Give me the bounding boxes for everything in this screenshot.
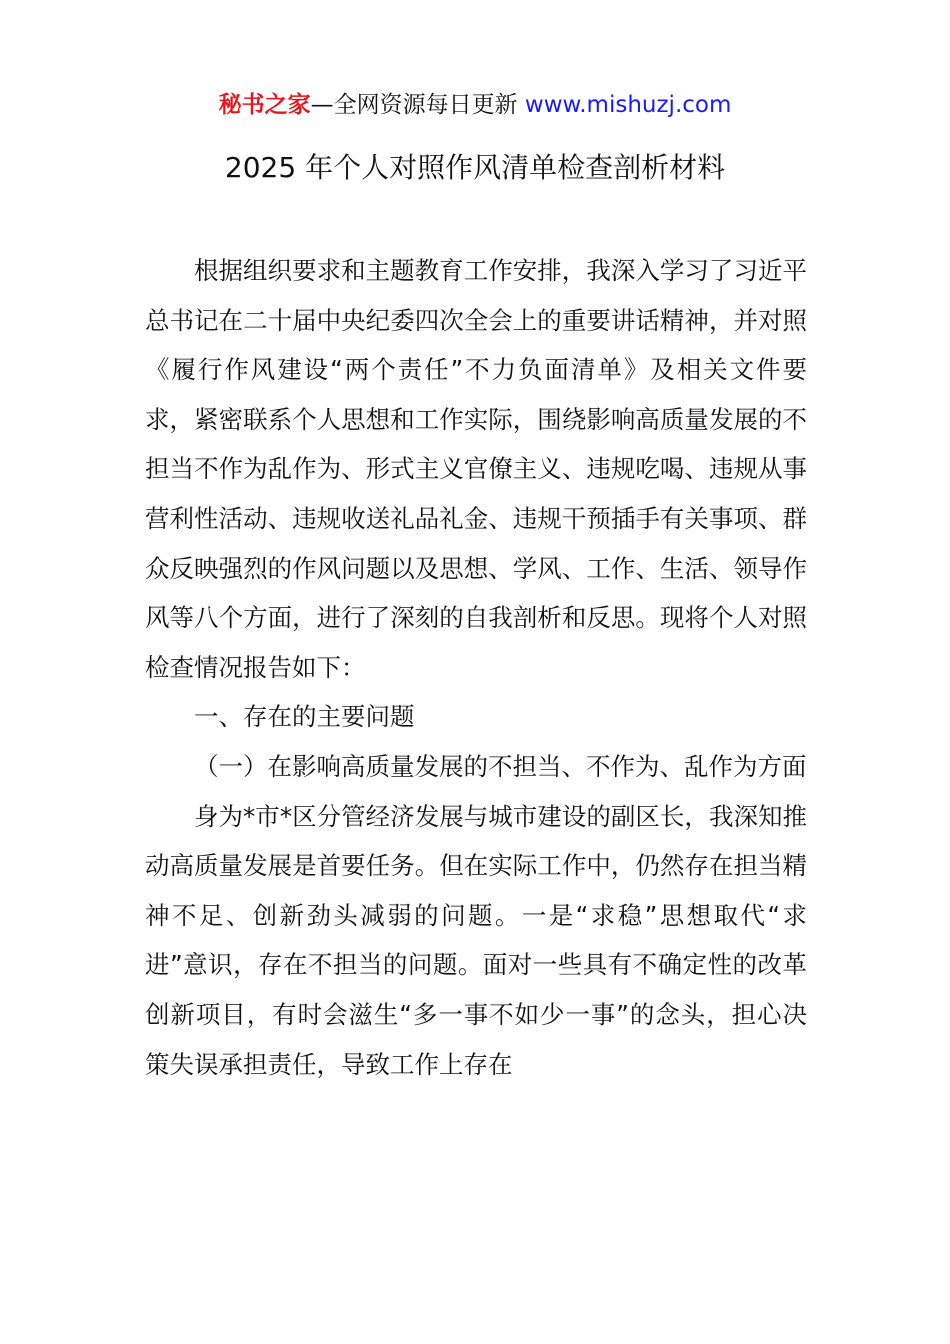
subsection-heading: （一）在影响高质量发展的不担当、不作为、乱作为方面 xyxy=(194,751,807,781)
section-heading: 一、存在的主要问题 xyxy=(194,702,415,732)
document-body xyxy=(145,246,807,1089)
site-url-link[interactable]: www.mishuzj.com xyxy=(524,92,732,118)
site-brand: 秘书之家 xyxy=(218,92,311,118)
site-header xyxy=(0,88,950,122)
body-paragraph: 身为*市*区分管经济发展与城市建设的副区长，我深知推动高质量发展是首要任务。但在实际工作中，仍然存在担当精神不足、创新劲头减弱的问题。一是“求稳”思想取代“求进”意识，存在不担当的问题。面对一些具有不确定性的改革创新项目，有时会滋生“多一事不如少一事”的念头，担心决策失误承担责任，导致工作上存在 xyxy=(145,801,807,1079)
document-title: 2025 年个人对照作风清单检查剖析材料 xyxy=(224,151,726,184)
site-tagline: —全网资源每日更新 xyxy=(310,92,525,118)
intro-paragraph: 根据组织要求和主题教育工作安排，我深入学习了习近平总书记在二十届中央纪委四次全会上的重要讲话精神，并对照《履行作风建设“两个责任”不力负面清单》及相关文件要求，紧密联系个人思想和工作实际，围绕影响高质量发展的不担当不作为乱作为、形式主义官僚主义、违规吃喝、违规从事营利性活动、违规收送礼品礼金、违规干预插手有关事项、群众反映强烈的作风问题以及思想、学风、工作、生活、领导作风等八个方面，进行了深刻的自我剖析和反思。现将个人对照检查情况报告如下： xyxy=(145,256,807,682)
